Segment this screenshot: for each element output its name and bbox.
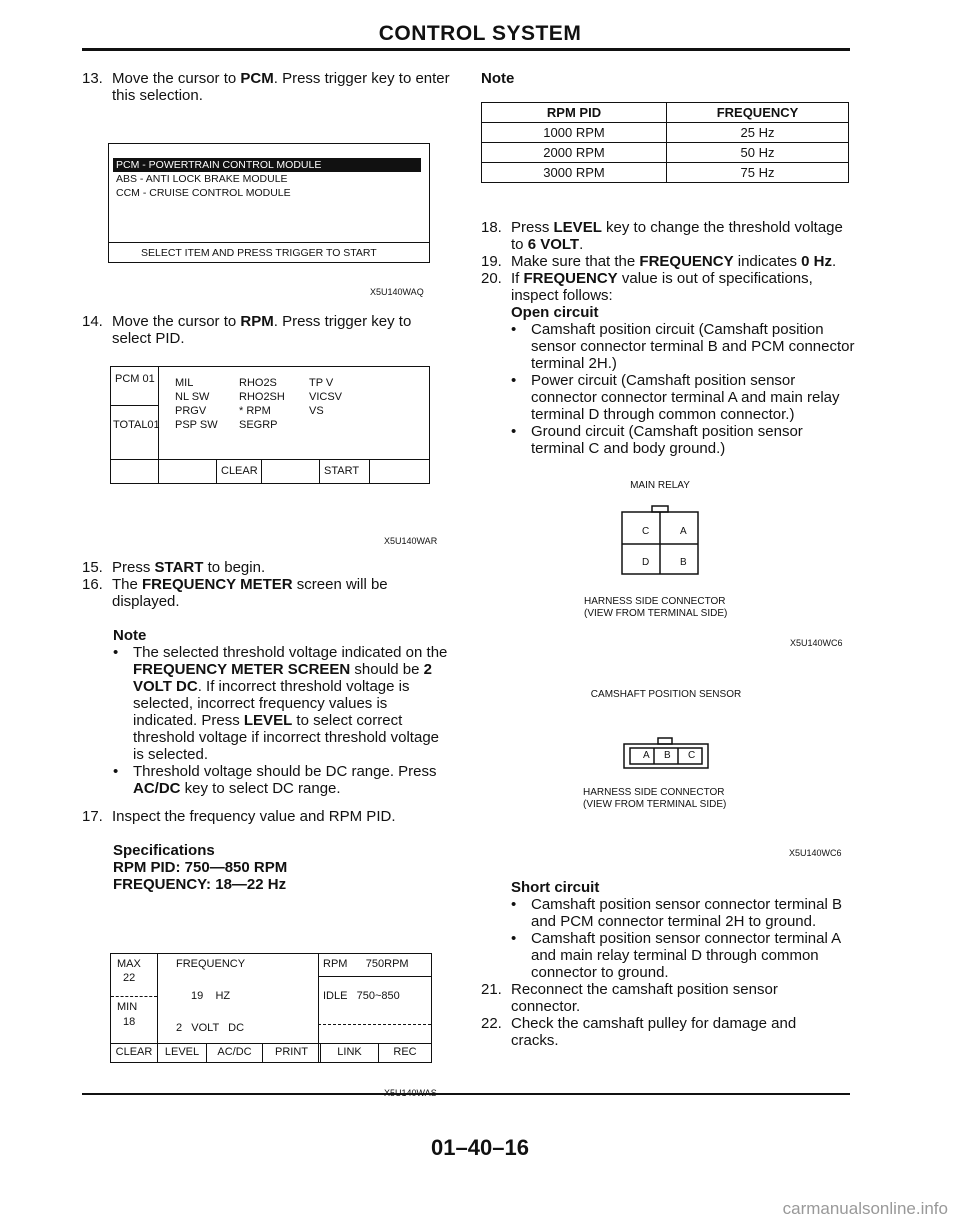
step-text: .: [831, 253, 837, 270]
note-text: The selected threshold voltage indicated on the: [133, 644, 448, 661]
note-text: Threshold voltage should be DC range. Press: [133, 763, 437, 780]
specifications: [113, 842, 287, 893]
table-row: [482, 123, 849, 143]
table-cell: 1000 RPM: [482, 123, 667, 143]
pid-item[interactable]: SEGRP: [239, 419, 278, 431]
short-circuit-item: • Camshaft position sensor connector terminal B and PCM connector terminal 2H to ground.: [511, 896, 842, 930]
short-circuit-title: Short circuit: [511, 879, 600, 896]
open-circuit-item: • Power circuit (Camshaft position sensor connector connector terminal A and main relay terminal D through common connector.): [511, 372, 840, 423]
function-key-bar: [111, 1043, 431, 1062]
note-title: Note: [113, 627, 147, 644]
step-text: Press: [112, 559, 155, 576]
watermark: carmanualsonline.info: [782, 1199, 948, 1218]
step-text: Press: [511, 219, 554, 236]
step-15: [82, 559, 452, 576]
sensor-pin: C: [688, 750, 696, 761]
step-number: 19.: [481, 253, 502, 270]
connector-diagram: [480, 480, 850, 860]
page-header-title: CONTROL SYSTEM: [378, 22, 582, 45]
pid-item[interactable]: PRGV: [175, 405, 207, 417]
step-keyword: 6 VOLT: [527, 236, 580, 253]
main-relay-label: MAIN RELAY: [630, 480, 690, 491]
note-keyword: FREQUENCY METER SCREEN: [133, 661, 351, 678]
note-keyword: AC/DC: [133, 780, 181, 797]
step-number: 17.: [82, 808, 103, 825]
step-text: Reconnect the camshaft position sensor connector.: [511, 981, 778, 1015]
min-value: 18: [123, 1016, 136, 1028]
open-circuit-item: • Camshaft position circuit (Camshaft position sensor connector terminal B and PCM connector terminal 2H.): [511, 321, 855, 372]
spec-title: Specifications: [113, 842, 215, 859]
step-number: 21.: [481, 981, 502, 998]
step-text: The: [112, 576, 143, 593]
step-16: [82, 576, 422, 610]
step-20: [481, 270, 851, 304]
short-circuit-text: Camshaft position sensor connector terminal B and PCM connector terminal 2H to ground.: [531, 896, 842, 930]
table-cell: 50 Hz: [667, 143, 849, 163]
main-relay-connector: [618, 504, 708, 580]
pid-grid: [175, 377, 375, 433]
figure-code: X5U140WAQ: [370, 287, 424, 297]
step-keyword: FREQUENCY METER: [142, 576, 293, 593]
rpm-frequency-table: [481, 102, 849, 183]
step-22: [481, 1015, 821, 1049]
pcm-counter: PCM 01: [115, 373, 155, 385]
module-select-screen: [108, 143, 430, 263]
step-number: 13.: [82, 70, 103, 87]
clear-key[interactable]: CLEAR: [115, 1046, 153, 1058]
step-text: . Press trigger key to select PID.: [112, 313, 412, 347]
note-keyword: LEVEL: [243, 712, 293, 729]
note-keyword: 2 VOLT DC: [133, 661, 432, 695]
level-key[interactable]: LEVEL: [157, 1043, 206, 1062]
step-keyword: RPM: [240, 313, 274, 330]
threshold-voltage: 2 VOLT DC: [176, 1022, 245, 1034]
step-text: Make sure that the: [511, 253, 640, 270]
relay-pin: B: [680, 557, 687, 568]
note-text: should be: [350, 661, 424, 678]
short-circuit-item: • Camshaft position sensor connector terminal A and main relay terminal D through common connector to ground.: [511, 930, 841, 981]
step-number: 22.: [481, 1015, 502, 1032]
step-text: Inspect the frequency value and RPM PID.: [112, 808, 396, 825]
sensor-pin: B: [664, 750, 671, 761]
pid-item[interactable]: MIL: [175, 377, 194, 389]
rpm-readout: RPM 750RPM: [323, 958, 409, 970]
table-cell: 3000 RPM: [482, 163, 667, 183]
note-1: [113, 627, 453, 797]
table-cell: 2000 RPM: [482, 143, 667, 163]
table-cell: 75 Hz: [667, 163, 849, 183]
open-circuit-title: Open circuit: [511, 304, 599, 321]
figure-code: X5U140WC6: [789, 848, 842, 858]
acdc-key[interactable]: AC/DC: [206, 1043, 262, 1062]
open-circuit-text: Power circuit (Camshaft position sensor connector connector terminal A and main relay terminal D through common connector.): [531, 372, 840, 423]
open-circuit-item: • Ground circuit (Camshaft position sensor terminal C and body ground.): [511, 423, 803, 457]
step-21: [481, 981, 821, 1015]
frequency-label: FREQUENCY: [176, 958, 246, 970]
note-bullet: • The selected threshold voltage indicated on the FREQUENCY METER SCREEN should be 2 VOLT DC. If incorrect threshold voltage is selected, incorrect frequency values is indicated. Press LEVEL to select correct threshold voltage if incorrect threshold voltage is selected.: [113, 644, 448, 763]
step-text: Move the cursor to: [112, 313, 241, 330]
harness-label: HARNESS SIDE CONNECTOR: [583, 787, 725, 798]
open-circuit-text: Camshaft position circuit (Camshaft position sensor connector terminal B and PCM connector terminal 2H.): [531, 321, 855, 372]
frequency-value: 19 HZ: [191, 990, 231, 1002]
note-bullet: • Threshold voltage should be DC range. Press AC/DC key to select DC range.: [113, 763, 437, 797]
view-label: (VIEW FROM TERMINAL SIDE): [584, 608, 728, 619]
header-rule: [82, 48, 850, 51]
step-number: 15.: [82, 559, 103, 576]
table-row: [482, 143, 849, 163]
step-keyword: 0 Hz: [801, 253, 832, 270]
step-keyword: FREQUENCY: [639, 253, 734, 270]
step-text: key to change the threshold voltage to: [511, 219, 843, 253]
max-value: 22: [123, 972, 136, 984]
spec-rpm: RPM PID: 750—850 RPM: [113, 859, 288, 876]
step-19: [481, 253, 851, 270]
step-text: . Press trigger key to enter this selection.: [112, 70, 450, 104]
table-cell: 25 Hz: [667, 123, 849, 143]
step-keyword: FREQUENCY: [523, 270, 618, 287]
pid-item[interactable]: NL SW: [175, 391, 210, 403]
harness-label: HARNESS SIDE CONNECTOR: [584, 596, 726, 607]
step-text: Move the cursor to: [112, 70, 241, 87]
note-text: . If incorrect threshold voltage is selected, incorrect frequency values is indicated. Press: [133, 678, 410, 729]
table-header: RPM PID: [482, 103, 667, 123]
step-18: [481, 219, 851, 253]
step-number: 18.: [481, 219, 502, 236]
pid-item[interactable]: TP V: [309, 377, 334, 389]
module-item[interactable]: ABS - ANTI LOCK BRAKE MODULE: [116, 173, 288, 185]
step-17: [82, 808, 452, 825]
pid-item-selected[interactable]: * RPM: [239, 405, 271, 417]
rec-key[interactable]: REC: [378, 1043, 431, 1062]
pid-item[interactable]: VS: [309, 405, 324, 417]
print-key[interactable]: PRINT: [262, 1043, 320, 1062]
module-item-selected[interactable]: PCM - POWERTRAIN CONTROL MODULE: [113, 158, 421, 172]
pid-item[interactable]: RHO2S: [239, 377, 277, 389]
pid-item[interactable]: RHO2SH: [239, 391, 285, 403]
total-counter: TOTAL01: [113, 419, 160, 431]
note-text: key to select DC range.: [180, 780, 341, 797]
step-text: value is out of specifications, inspect follows:: [511, 270, 813, 304]
step-keyword: START: [154, 559, 204, 576]
pid-select-screen: [110, 366, 430, 484]
table-row: [482, 163, 849, 183]
step-text: screen will be displayed.: [112, 576, 388, 610]
relay-pin: A: [680, 526, 687, 537]
step-text: indicates: [733, 253, 802, 270]
short-circuit-text: Camshaft position sensor connector terminal A and main relay terminal D through common connector to ground.: [531, 930, 841, 981]
short-circuit: [511, 879, 856, 981]
step-keyword: PCM: [240, 70, 274, 87]
start-key[interactable]: START: [324, 465, 360, 477]
figure-code: X5U140WAR: [384, 536, 438, 546]
step-number: 20.: [481, 270, 502, 287]
module-item[interactable]: CCM - CRUISE CONTROL MODULE: [116, 187, 291, 199]
sensor-label: CAMSHAFT POSITION SENSOR: [590, 689, 742, 700]
clear-key[interactable]: CLEAR: [221, 465, 258, 477]
relay-pin: D: [642, 557, 650, 568]
sensor-pin: A: [643, 750, 650, 761]
idle-range: IDLE 750~850: [323, 990, 400, 1002]
step-14: [82, 313, 452, 347]
page-number: 01–40–16: [431, 1135, 529, 1160]
table-header: FREQUENCY: [667, 103, 849, 123]
link-key[interactable]: LINK: [320, 1043, 378, 1062]
footer-rule: [82, 1093, 850, 1095]
step-number: 16.: [82, 576, 103, 593]
step-text: to begin.: [203, 559, 266, 576]
screen-footer: SELECT ITEM AND PRESS TRIGGER TO START: [141, 247, 377, 259]
step-keyword: LEVEL: [553, 219, 602, 236]
pid-item[interactable]: PSP SW: [175, 419, 218, 431]
relay-pin: C: [642, 526, 650, 537]
max-label: MAX: [117, 958, 141, 970]
pid-item[interactable]: VICSV: [309, 391, 343, 403]
min-label: MIN: [117, 1001, 138, 1013]
step-text: Check the camshaft pulley for damage and cracks.: [511, 1015, 797, 1049]
spec-frequency: FREQUENCY: 18—22 Hz: [113, 876, 287, 893]
note-text: to select correct threshold voltage if incorrect threshold voltage is selected.: [133, 712, 440, 763]
step-number: 14.: [82, 313, 103, 330]
step-text: .: [579, 236, 584, 253]
figure-code: X5U140WC6: [790, 638, 843, 648]
frequency-meter-screen: [110, 953, 432, 1063]
step-text: If: [511, 270, 524, 287]
note-title: Note: [481, 70, 515, 87]
step-13: [82, 70, 452, 104]
open-circuit-text: Ground circuit (Camshaft position sensor terminal C and body ground.): [531, 423, 803, 457]
open-circuit: [511, 304, 856, 457]
view-label: (VIEW FROM TERMINAL SIDE): [583, 799, 727, 810]
